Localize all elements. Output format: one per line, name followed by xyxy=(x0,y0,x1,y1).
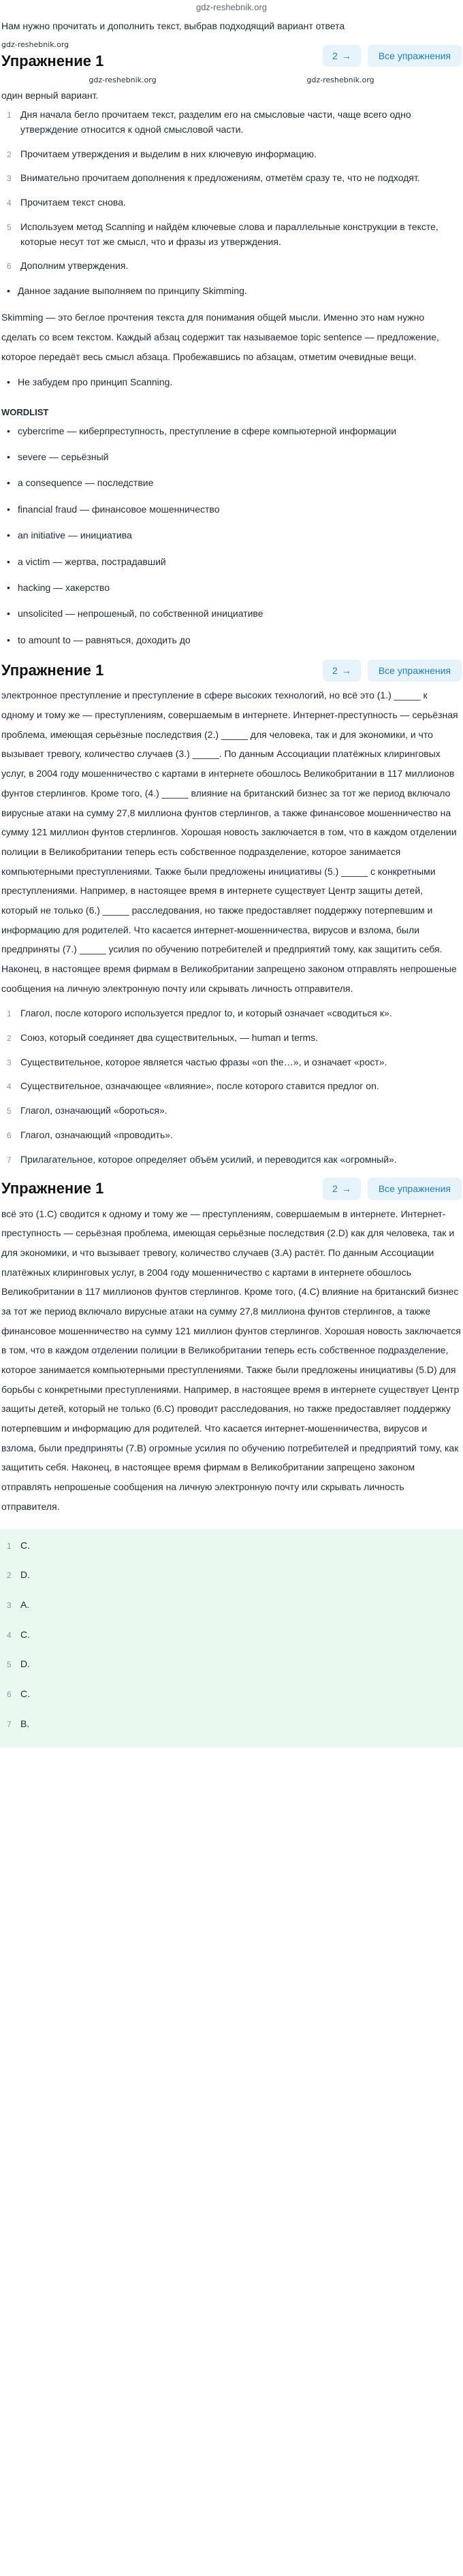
list-item: 2 Союз, который соединяет два существительных, — human и terms. xyxy=(7,1032,319,1044)
arrow-right-icon: → xyxy=(341,665,351,677)
exercise-header xyxy=(0,35,463,75)
list-item: 4 C. xyxy=(7,1628,30,1640)
watermark-row xyxy=(0,75,463,86)
list-item: • financial fraud — финансовое мошенничество xyxy=(7,503,220,515)
list-item: 2 Прочитаем утверждения и выделим в них ключевую информацию. xyxy=(7,148,317,159)
answers-list xyxy=(0,1534,463,1743)
list-item: • cybercrime — киберпреступность, преступление в сфере компьютерной информации xyxy=(7,425,397,436)
steps-list xyxy=(0,105,463,280)
list-item: 3 A. xyxy=(7,1598,30,1610)
exercise-nav xyxy=(323,1178,462,1200)
list-item: • to amount to — равняться, доходить до xyxy=(7,634,191,645)
list-item: 7 Прилагательное, которое определяет объём усилий, и переводится как «огромный». xyxy=(7,1153,397,1165)
exercise-number: 2 xyxy=(332,1183,338,1195)
list-item: 7 B. xyxy=(7,1718,30,1729)
list-item: 1 C. xyxy=(7,1539,30,1551)
exercise-number: 2 xyxy=(332,50,338,62)
list-item: 6 Глагол, означающий «проводить». xyxy=(7,1129,173,1140)
list-item: • an initiative — инициатива xyxy=(7,530,132,541)
wordlist xyxy=(0,421,463,656)
answer-text: всё это (1.C) сводится к одному и тому же — преступлениям, совершаемым в интернете. Интернет-преступность — серьёзная проблема, имеющая серьёзные последствия (2.D) как для человека, так и для экономики, и что вызывает тревогу, количество случаев (3.A) растёт. По данным Ассоциации платёжных клиринговых услуг, в 2004 году мошенничество с картами в интернете обошлось Великобритании в 117 миллионов фунтов стерлингов. Кроме того, (4.C) влияние на британский бизнес за тот же период включало вирусные атаки на сумму 27,8 миллиона фунтов стерлингов, а также финансовое мошенничество на сумму 121 миллион фунтов стерлингов. Хорошая новость заключается в том, что в каждом отделении полиции в Великобритании теперь есть собственное подразделение, которое занимается компьютерными преступлениями. Также были предложены инициативы (5.D) для борьбы с конкретными преступлениями. Например, в настоящее время в интернете существует Центр защиты детей, который не только (6.C) проводит расследования, но также предоставляет поддержку потерпевшим и информацию для родителей. Что касается интернет-мошенничества, вирусов и взлома, были предприняты (7.B) огромные усилия по обучению потребителей и предприятий тому, как защитить себя. Наконец, в настоящее время фирмам в Великобритании запрещено законом отправлять непрошеные сообщения на личную электронную почту или скрывать личность отправителя. xyxy=(1,1208,461,1512)
list-item: • a consequence — последствие xyxy=(7,477,154,489)
exercise-number-button[interactable] xyxy=(323,1178,361,1200)
watermark: gdz-reshebnik.org xyxy=(306,76,374,85)
hints-list xyxy=(0,1003,463,1174)
site-header xyxy=(0,0,463,16)
bullet-list xyxy=(0,372,463,398)
exercise-number: 2 xyxy=(332,665,338,677)
list-item: 4 Прочитаем текст снова. xyxy=(7,197,126,208)
exercise-number-button[interactable] xyxy=(323,660,361,681)
skimming-paragraph: Skimming — это беглое прочтения текста для понимания общей мысли. Именно это нам нужно сделать со всем текстом. Каждый абзац содержит так называемое topic sentence — предложение, которое передаёт весь смысл абзаца. Пробежавшись по абзацам, отметим очевидные вещи. xyxy=(1,312,439,362)
exercise-header xyxy=(0,1174,463,1202)
exercise-nav xyxy=(323,45,462,67)
all-exercises-button[interactable]: Все упражнения xyxy=(368,660,462,681)
list-item: • Не забудем про принцип Scanning. xyxy=(7,376,173,388)
list-item: 4 Существительное, означающее «влияние», после которого ставится предлог on. xyxy=(7,1080,379,1092)
answers-panel xyxy=(0,1529,463,1748)
watermark: gdz-reshebnik.org xyxy=(1,40,69,50)
exercise-title: Упражнение 1 xyxy=(1,662,104,679)
list-item: 1 Глагол, после которого используется предлог to, и который означает «сводиться к». xyxy=(7,1008,392,1019)
list-item: 1 Дня начала бегло прочитаем текст, разделим его на смысловые части, чаще всего одно утверждение относится к одной смысловой части. xyxy=(7,109,411,135)
exercise-nav xyxy=(323,660,462,681)
list-item: 5 Используем метод Scanning и найдём ключевые слова и параллельные конструкции в тексте, которые несут тот же смысл, что и фразы из утверждения. xyxy=(7,221,438,247)
list-item: 3 Существительное, которое является частью фразы «on the…», и означает «рост». xyxy=(7,1056,387,1067)
gap-text: электронное преступление и преступление в сфере высоких технологий, но всё это (1.) _____ к одному и тому же — преступлениям, совершаемым в интернете. Интернет-преступность — серьёзная проблема, имеющая серьёзные последствия (2.) _____ для человека, так и для экономики, и что вызывает тревогу, количество случаев (3.) _____. По данным Ассоциации платёжных клиринговых услуг, в 2004 году мошенничество с картами в интернете обошлось Великобритании в 117 миллионов фунтов стерлингов. Кроме того, (4.) _____ влияние на британский бизнес за тот же период включало вирусные атаки на сумму 27,8 миллиона фунтов стерлингов, а также финансовое мошенничество на сумму 121 миллион фунтов стерлингов. Хорошая новость заключается в том, что в каждом отделении полиции в Великобритании теперь есть собственное подразделение, которое занимается компьютерными преступлениями. Также были предложены инициативы (5.) _____ с конкретными преступлениями. Например, в настоящее время в интернете существует Центр защиты детей, который не только (6.) _____ расследования, но также предоставляет поддержку потерпевшим и информацию для родителей. Что касается интернет-мошенничества, вирусов и взлома, были предприняты (7.) _____ усилия по обучению потребителей и предприятий тому, как защитить себя. Наконец, в настоящее время фирмам в Великобритании запрещено законом отправлять непрошеные сообщения на личную электронную почту или скрывать личность отправителя. xyxy=(1,690,458,994)
list-item: • a victim — жертва, пострадавший xyxy=(7,556,166,567)
bullet-list xyxy=(0,280,463,306)
exercise-number-button[interactable] xyxy=(323,45,361,67)
list-item: 6 C. xyxy=(7,1688,30,1699)
list-item: 5 D. xyxy=(7,1658,30,1670)
arrow-right-icon: → xyxy=(341,50,351,62)
arrow-right-icon: → xyxy=(341,1183,351,1195)
list-item: 6 Дополним утверждения. xyxy=(7,260,129,272)
exercise-lead: один верный вариант. xyxy=(1,90,99,101)
exercise-title: Упражнение 1 xyxy=(1,52,104,70)
list-item: • unsolicited — непрошеный, по собственной инициативе xyxy=(7,608,264,619)
list-item: 2 D. xyxy=(7,1569,30,1581)
list-item: • Данное задание выполняем по принципу Skimming. xyxy=(7,285,247,296)
list-item: 5 Глагол, означающий «бороться». xyxy=(7,1105,167,1116)
list-item: 3 Внимательно прочитаем дополнения к предложениям, отметём сразу те, что не подходят. xyxy=(7,172,420,184)
all-exercises-button[interactable]: Все упражнения xyxy=(368,1178,462,1200)
exercise-header xyxy=(0,656,463,684)
wordlist-title: WORDLIST xyxy=(1,406,49,417)
list-item: • hacking — хакерство xyxy=(7,581,110,593)
list-item: • severe — серьёзный xyxy=(7,451,109,462)
intro-top: Нам нужно прочитать и дополнить текст, выбрав подходящий вариант ответа xyxy=(1,20,345,31)
watermark: gdz-reshebnik.org xyxy=(89,76,157,85)
all-exercises-button[interactable]: Все упражнения xyxy=(368,45,462,67)
exercise-title: Упражнение 1 xyxy=(1,1180,104,1197)
site-name[interactable]: gdz-reshebnik.org xyxy=(195,2,268,12)
